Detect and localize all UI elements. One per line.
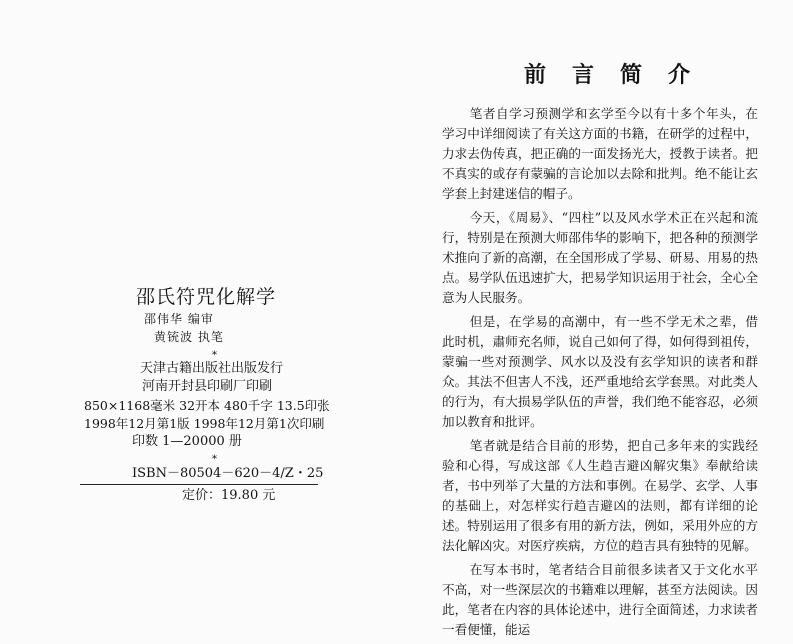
- publisher-line: 天津古籍出版社出版发行: [140, 361, 284, 376]
- right-page: [396, 0, 793, 637]
- preface-heading: 前言简介: [524, 62, 717, 88]
- star-separator-2: *: [212, 454, 217, 465]
- star-separator: *: [212, 350, 217, 361]
- isbn-line: ISBN－80504－620－4/Z・25: [132, 466, 324, 481]
- price-line: 定价：19.80 元: [182, 488, 276, 503]
- edition-line: 1998年12月第1版 1998年12月第1次印刷: [84, 416, 325, 431]
- preface-body: [442, 104, 758, 644]
- paragraph: 笔者就是结合目前的形势，把自己多年来的实践经验和心得，写成这部《人生趋吉避凶解灾集》奉献给读者，书中列举了大量的方法和事例。在易学、玄学、人事的基础上，对怎样实行趋吉避凶的法则，都有详细的论述。特别运用了很多有用的新方法，例如，采用外应的方法化解凶灾。对医疗疾病，方位的趋吉具有独特的见解。: [442, 438, 758, 553]
- writer-credit: 黄铳波 执笔: [154, 330, 224, 344]
- paragraph: 笔者自学习预测学和玄学至今以有十多个年头，在学习中详细阅读了有关这方面的书籍，在研学的过程中，力求去伪传真，把正确的一面发扬光大，授教于读者。把不真实的或存有蒙骗的言论加以去除和批判。绝不能让玄学套上封建迷信的帽子。: [442, 106, 758, 201]
- left-page: [0, 0, 396, 529]
- printer-line: 河南开封县印刷厂印刷: [142, 379, 273, 394]
- paragraph: 今天，《周易》、“四柱”以及风水学术正在兴起和流行，特别是在预测大师邵伟华的影响下，把各种的预测学术推向了新的高潮，在全国形成了学易、研易、用易的热点。易学队伍迅速扩大，把易学知识运用于社会，全心全意为人民服务。: [442, 210, 758, 305]
- paragraph: 在写本书时，笔者结合目前很多读者又于文化水平不高，对一些深层次的书籍难以理解，甚至方法阅读。因此，笔者在内容的具体论述中，进行全面简述，力求读者一看便懂，能运: [442, 562, 758, 637]
- compiler-credit: 邵伟华 编审: [144, 312, 214, 326]
- book-title: 邵氏符咒化解学: [136, 286, 277, 308]
- print-run-line: 印数 1—20000 册: [132, 434, 242, 449]
- divider-line: [80, 484, 318, 485]
- paragraph: 但是，在学易的高潮中，有一些不学无术之辈，借此时机，肅师充名师，说自己如何了得，如何得到祖传，蒙骗一些对预测学、风水以及没有玄学知识的读者和群众。其法不但害人不浅，还严重地给玄学套黑。对此类人的行为，有大损易学队伍的声誉，我们绝不能容忍，必须加以教育和批评。: [442, 314, 758, 429]
- specs-line: 850×1168毫米 32开本 480千字 13.5印张: [84, 398, 330, 413]
